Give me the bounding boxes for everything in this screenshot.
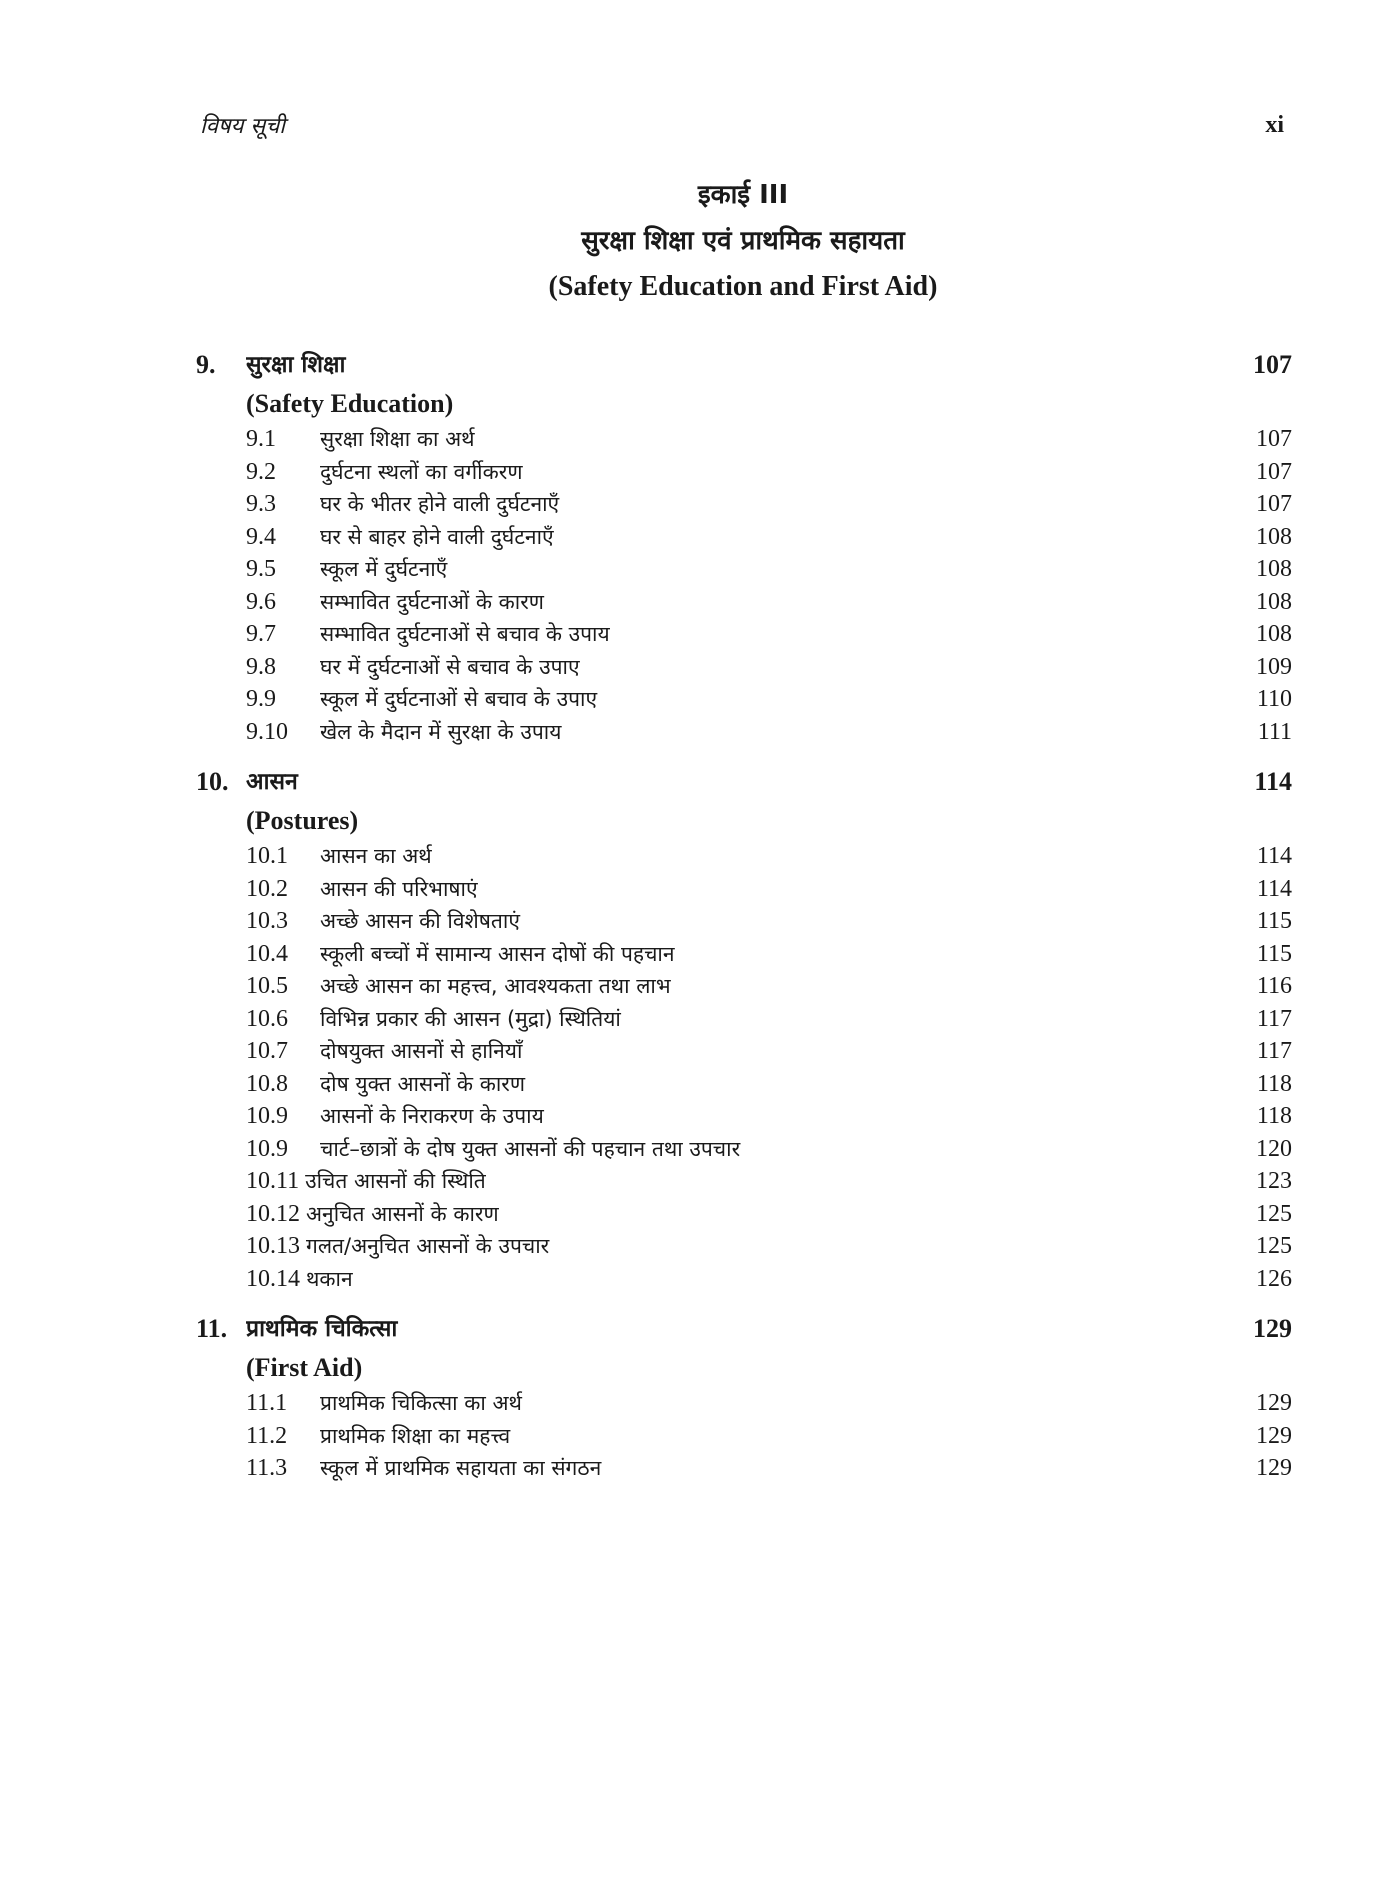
chapter-title: सुरक्षा शिक्षा [246, 352, 346, 378]
toc-section-row[interactable] [196, 1133, 1292, 1166]
section-page: 126 [1256, 1265, 1292, 1292]
section-page: 125 [1256, 1200, 1292, 1227]
section-number: 10.9 [246, 1135, 288, 1162]
section-page: 120 [1256, 1135, 1292, 1162]
section-number: 10.5 [246, 973, 288, 999]
section-page: 129 [1256, 1390, 1292, 1416]
section-title: आसन का अर्थ [320, 844, 432, 868]
section-title: उचित आसनों की स्थिति [305, 1169, 486, 1193]
section-title: दोष युक्त आसनों के कारण [320, 1071, 526, 1096]
section-title: आसनों के निराकरण के उपाय [320, 1104, 544, 1128]
section-number: 9.2 [246, 458, 276, 485]
toc-section-row[interactable] [196, 1420, 1292, 1453]
section-page: 108 [1256, 523, 1292, 550]
chapter-page: 107 [1253, 350, 1292, 379]
section-title: अनुचित आसनों के कारण [306, 1201, 499, 1226]
section-page: 116 [1256, 973, 1292, 999]
section-page: 108 [1256, 621, 1292, 647]
unit-title-english: (Safety Education and First Aid) [548, 271, 938, 302]
section-title: घर में दुर्घटनाओं से बचाव के उपाए [320, 654, 580, 679]
toc-section-row[interactable] [196, 716, 1292, 749]
toc-section-row[interactable] [196, 1263, 1292, 1296]
section-title: सम्भावित दुर्घटनाओं से बचाव के उपाय [320, 622, 610, 646]
section-number: 9.6 [246, 588, 276, 615]
section-page: 107 [1256, 491, 1292, 517]
section-number: 9.4 [246, 523, 276, 550]
toc-chapter [196, 1309, 1292, 1485]
section-title: प्राथमिक चिकित्सा का अर्थ [320, 1391, 522, 1415]
section-number: 10.6 [246, 1005, 288, 1032]
section-number: 10.4 [246, 940, 288, 967]
section-title: स्कूल में दुर्घटनाओं से बचाव के उपाए [320, 687, 598, 711]
section-number: 10.8 [246, 1070, 288, 1097]
toc-section-row[interactable] [196, 970, 1292, 1003]
chapter-number: 9. [196, 350, 216, 379]
running-head-title: विषय सूची [200, 114, 285, 139]
unit-label: इकाई III [697, 180, 789, 210]
toc-section-row[interactable] [196, 586, 1292, 619]
chapter-title: प्राथमिक चिकित्सा [246, 1316, 398, 1342]
toc-chapter-heading[interactable] [196, 345, 1292, 385]
section-page: 114 [1256, 843, 1292, 869]
chapter-english-title: (Safety Education) [246, 389, 454, 418]
section-number: 9.10 [246, 718, 288, 745]
section-number: 9.5 [246, 556, 276, 582]
section-title: खेल के मैदान में सुरक्षा के उपाय [320, 719, 562, 744]
toc-section-row[interactable] [196, 456, 1292, 489]
section-title: सुरक्षा शिक्षा का अर्थ [320, 427, 475, 451]
section-number: 10.2 [246, 875, 288, 902]
section-title: स्कूली बच्चों में सामान्य आसन दोषों की पहचान [320, 941, 675, 966]
section-number: 10.11 [246, 1168, 300, 1194]
toc-section-row[interactable] [196, 873, 1292, 906]
section-number: 10.7 [246, 1038, 288, 1064]
section-number: 11.3 [246, 1455, 288, 1481]
section-number: 10.14 [246, 1265, 300, 1292]
toc-section-row[interactable] [196, 618, 1292, 651]
chapter-title: आसन [246, 769, 298, 795]
toc-section-row[interactable] [196, 1165, 1292, 1198]
toc-chapter [196, 762, 1292, 1295]
section-page: 115 [1256, 908, 1292, 934]
section-page: 129 [1256, 1455, 1292, 1481]
section-title: गलत/अनुचित आसनों के उपचार [306, 1234, 550, 1258]
section-page: 108 [1256, 556, 1292, 582]
section-page: 108 [1256, 588, 1292, 615]
section-number: 11.2 [246, 1422, 288, 1449]
toc-section-row[interactable] [196, 840, 1292, 873]
unit-heading [0, 172, 1396, 310]
section-page: 123 [1256, 1168, 1292, 1194]
section-page: 125 [1256, 1233, 1292, 1259]
page-number: xi [1265, 112, 1284, 138]
toc-section-row[interactable] [196, 1387, 1292, 1420]
section-page: 129 [1256, 1422, 1292, 1449]
toc-chapter [196, 345, 1292, 748]
toc-section-row[interactable] [196, 521, 1292, 554]
toc-section-row[interactable] [196, 1452, 1292, 1485]
toc-section-row[interactable] [196, 553, 1292, 586]
section-number: 9.1 [246, 426, 276, 452]
section-page: 118 [1256, 1070, 1292, 1097]
toc-section-row[interactable] [196, 1035, 1292, 1068]
section-title: चार्ट–छात्रों के दोष युक्त आसनों की पहचान तथा उपचार [320, 1136, 741, 1161]
section-page: 117 [1256, 1038, 1292, 1064]
toc-section-row[interactable] [196, 651, 1292, 684]
section-number: 11.1 [246, 1390, 288, 1416]
toc-section-row[interactable] [196, 1198, 1292, 1231]
chapter-number: 10. [196, 767, 229, 796]
chapter-page: 129 [1253, 1314, 1292, 1343]
section-title: अच्छे आसन की विशेषताएं [320, 909, 520, 933]
section-number: 10.3 [246, 908, 288, 934]
section-title: स्कूल में प्राथमिक सहायता का संगठन [320, 1456, 602, 1480]
toc-section-row[interactable] [196, 1003, 1292, 1036]
section-page: 118 [1256, 1103, 1292, 1129]
section-title: स्कूल में दुर्घटनाएँ [320, 557, 448, 581]
section-page: 114 [1256, 875, 1292, 902]
section-title: विभिन्न प्रकार की आसन (मुद्रा) स्थितियां [320, 1006, 621, 1031]
section-title: घर से बाहर होने वाली दुर्घटनाएँ [320, 524, 554, 549]
section-title: दुर्घटना स्थलों का वर्गीकरण [320, 459, 523, 484]
table-of-contents [196, 345, 1292, 1485]
section-page: 110 [1256, 686, 1292, 712]
section-page: 115 [1256, 940, 1292, 967]
section-title: आसन की परिभाषाएं [320, 876, 478, 901]
section-number: 9.3 [246, 491, 276, 517]
section-title: घर के भीतर होने वाली दुर्घटनाएँ [320, 492, 560, 516]
section-page: 107 [1256, 458, 1292, 485]
toc-section-row[interactable] [196, 1230, 1292, 1263]
chapter-english-title: (Postures) [246, 806, 359, 835]
section-number: 10.12 [246, 1200, 300, 1227]
section-number: 9.9 [246, 686, 276, 712]
chapter-page: 114 [1254, 767, 1292, 796]
toc-section-row[interactable] [196, 1100, 1292, 1133]
toc-chapter-heading[interactable] [196, 762, 1292, 802]
section-title: सम्भावित दुर्घटनाओं के कारण [320, 589, 544, 614]
section-number: 10.9 [246, 1103, 288, 1129]
section-page: 107 [1256, 426, 1292, 452]
chapter-english-title: (First Aid) [246, 1353, 363, 1382]
toc-section-row[interactable] [196, 683, 1292, 716]
toc-section-row[interactable] [196, 905, 1292, 938]
section-number: 10.13 [246, 1233, 300, 1259]
section-title: थकान [306, 1266, 353, 1291]
section-number: 9.8 [246, 653, 276, 680]
toc-section-row[interactable] [196, 1068, 1292, 1101]
chapter-number: 11. [196, 1314, 228, 1343]
toc-section-row[interactable] [196, 938, 1292, 971]
section-title: अच्छे आसन का महत्त्व, आवश्यकता तथा लाभ [320, 974, 671, 998]
toc-section-row[interactable] [196, 488, 1292, 521]
section-page: 109 [1256, 653, 1292, 680]
section-number: 10.1 [246, 843, 288, 869]
section-title: दोषयुक्त आसनों से हानियाँ [320, 1039, 523, 1063]
toc-chapter-heading[interactable] [196, 1309, 1292, 1349]
section-title: प्राथमिक शिक्षा का महत्त्व [320, 1423, 511, 1448]
toc-section-row[interactable] [196, 423, 1292, 456]
unit-title-hindi: सुरक्षा शिक्षा एवं प्राथमिक सहायता [581, 226, 905, 256]
section-page: 117 [1256, 1005, 1292, 1032]
section-number: 9.7 [246, 621, 276, 647]
section-page: 111 [1257, 718, 1292, 745]
